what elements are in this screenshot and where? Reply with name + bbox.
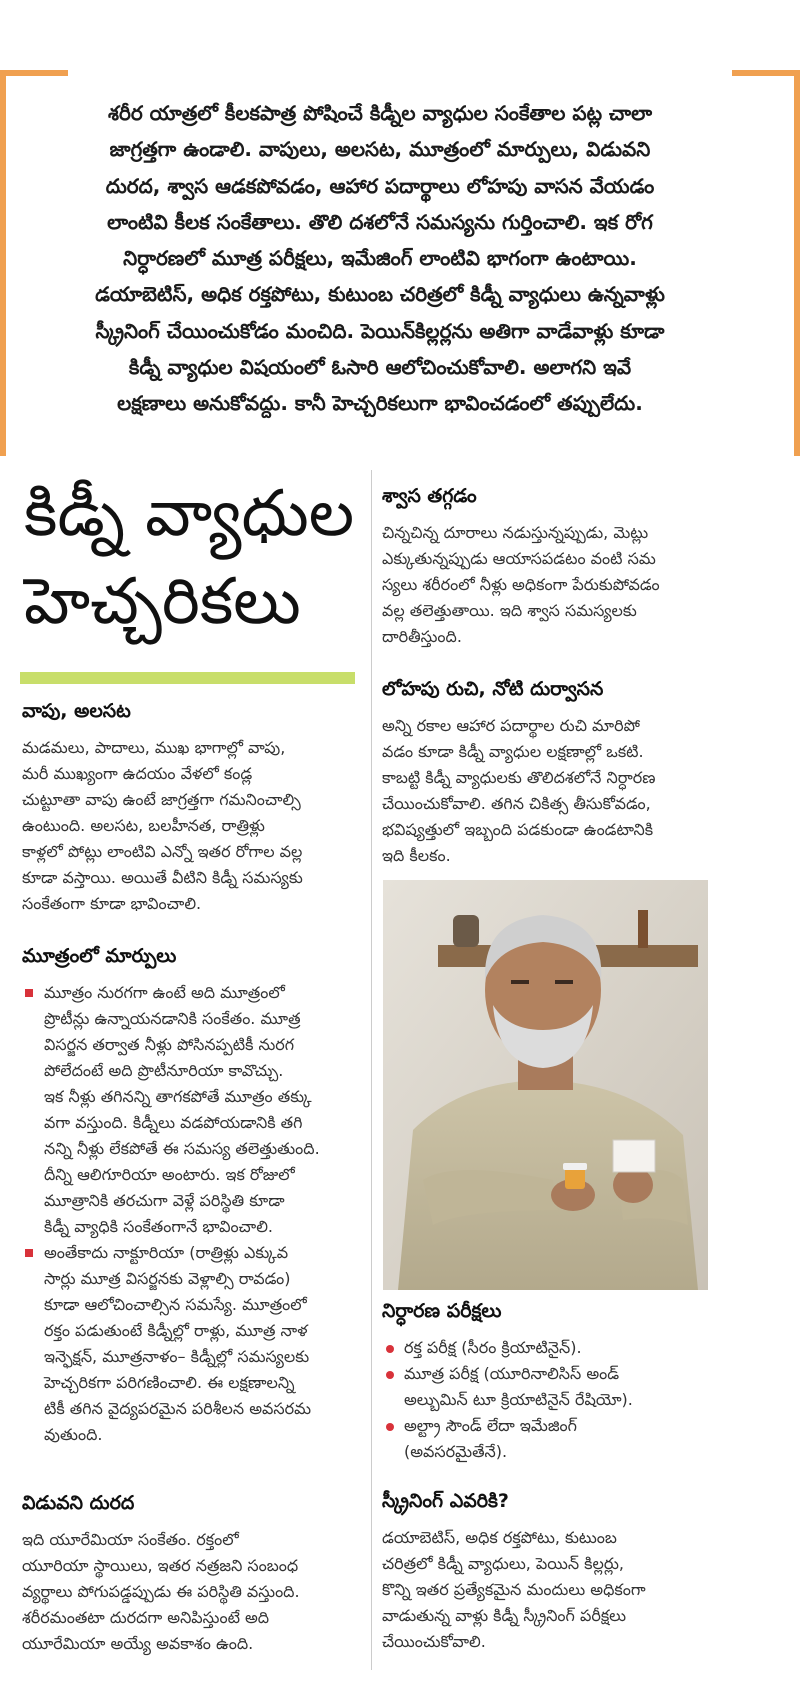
body-line: మడమలు, పాదాలు, ముఖ భాగాల్లో వాపు,	[22, 738, 286, 757]
body-line: వుతుంది.	[44, 1425, 103, 1444]
intro-line: శరీర యాత్రలో కీలకపాత్ర పోషించే కిడ్నీల వ్యాధుల సంకేతాల పట్ల చాలా	[107, 101, 653, 125]
body-line: చేయించుకోవాలి. తగిన చికిత్స తీసుకోవడం,	[382, 794, 651, 813]
list-item	[22, 1240, 367, 1448]
body-line: నన్ని నీళ్లు లేకపోతే ఈ సమస్య తలెత్తుతుంది.	[44, 1139, 320, 1158]
body-line: వడం కూడా కిడ్నీ వ్యాధుల లక్షణాల్లో ఒకటి.	[382, 742, 644, 761]
section-title: మూత్రంలో మార్పులు	[22, 945, 177, 967]
body-line: దారితీస్తుంది.	[382, 627, 462, 646]
body-line: యూరియా స్థాయిలు, ఇతర నత్రజని సంబంధ	[22, 1556, 299, 1575]
body-line: శరీరమంతటా దురదగా అనిపిస్తుంటే అది	[22, 1608, 270, 1627]
list-item	[22, 980, 367, 1240]
body-line: అల్బుమిన్ టూ క్రియాటినైన్ రేషియో).	[404, 1390, 633, 1409]
body-line: అన్ని రకాల ఆహార పదార్థాల రుచి మారిపో	[382, 716, 640, 735]
section-itch	[22, 1492, 362, 1657]
section-body	[382, 1525, 727, 1655]
intro-line: కిడ్నీ వ్యాధుల విషయంలో ఓసారి ఆలోచించుకోవాలి. అలాగని ఇవే	[128, 355, 632, 380]
body-line: చుట్టూతా వాపు ఉంటే జాగ్రత్తగా గమనించాల్సి	[22, 790, 301, 809]
section-body	[22, 1527, 362, 1657]
intro-line: స్క్రీనింగ్ చేయించుకోడం మంచిది. పెయిన్‌కిల్లర్లను అతిగా వాడేవాళ్లు కూడా	[95, 318, 665, 343]
section-metallic-taste	[382, 678, 722, 869]
body-line: ఉంటుంది. అలసట, బలహీనత, రాత్రిళ్లు	[22, 816, 265, 835]
headline-line: హెచ్చరికలు	[24, 565, 301, 639]
body-line: ఇక నీళ్లు తగినన్ని తాగకపోతే మూత్రం తక్కు	[44, 1087, 312, 1106]
body-line: కిడ్నీ వ్యాధికి సంకేతంగానే భావించాలి.	[44, 1217, 274, 1236]
body-line: ఇన్ఫెక్షన్, మూత్రనాళం– కిడ్నీల్లో సమస్యలకు	[44, 1347, 310, 1366]
body-line: ప్రొటీన్లు ఉన్నాయనడానికి సంకేతం. మూత్ర	[44, 1009, 301, 1028]
body-line: మరీ ముఖ్యంగా ఉదయం వేళలో కండ్ల	[22, 764, 253, 783]
section-screening	[382, 1490, 727, 1655]
column-divider	[371, 470, 372, 1670]
body-line: వ్యర్థాలు పోగుపడ్డప్పుడు ఈ పరిస్థితి వస్తుంది.	[22, 1582, 300, 1601]
body-line: ఎక్కుతున్నప్పుడు ఆయాసపడటం వంటి సమ	[382, 549, 656, 568]
section-breath	[382, 485, 722, 650]
body-line: కొన్ని ఇతర ప్రత్యేకమైన మందులు అధికంగా	[382, 1580, 646, 1599]
body-line: కూడా ఆలోచించాల్సిన సమస్యే. మూత్రంలో	[44, 1295, 307, 1314]
intro-line: జాగ్రత్తగా ఉండాలి. వాపులు, అలసట, మూత్రంలో మార్పులు, విడువని	[109, 137, 651, 162]
intro-line: డయాబెటిస్, అధిక రక్తపోటు, కుటుంబ చరిత్రలో కిడ్నీ వ్యాధులు ఉన్నవాళ్లు	[95, 282, 665, 307]
urine-bullet-list	[22, 980, 367, 1448]
section-diagnostic-tests	[382, 1300, 727, 1465]
body-line: అల్ట్రా సౌండ్ లేదా ఇమేజింగ్	[404, 1416, 577, 1435]
intro-line: దురద, శ్వాస ఆడకపోవడం, ఆహార పదార్థాలు లోహపు వాసన వేయడం	[105, 173, 655, 198]
body-line: చేయించుకోవాలి.	[382, 1632, 486, 1651]
section-title: విడువని దురద	[22, 1492, 135, 1514]
section-body	[22, 735, 362, 917]
body-line: వాడుతున్న వాళ్లు కిడ్నీ స్క్రీనింగ్ పరీక్షలు	[382, 1606, 627, 1625]
section-title: వాపు, అలసట	[22, 700, 131, 722]
headline-line: కిడ్నీ వ్యాధుల	[24, 477, 355, 551]
body-line: కూడా వస్తాయి. అయితే వీటిని కిడ్నీ సమస్యకు	[22, 868, 303, 887]
section-title: స్క్రీనింగ్ ఎవరికి?	[382, 1490, 509, 1512]
body-line: రక్తం పడుతుంటే కిడ్నీల్లో రాళ్లు, మూత్ర నాళ	[44, 1321, 308, 1340]
body-line: భవిష్యత్తులో ఇబ్బంది పడకుండా ఉండటానికి	[382, 820, 654, 839]
orange-corner-bracket-right	[732, 70, 800, 456]
intro-paragraph	[30, 95, 730, 422]
body-line: సంకేతంగా కూడా భావించాలి.	[22, 894, 202, 913]
section-swelling	[22, 700, 362, 917]
body-line: (అవసరమైతేనే).	[404, 1442, 508, 1461]
section-body	[382, 713, 722, 869]
headline-underline	[20, 672, 355, 684]
list-item	[382, 1361, 727, 1413]
body-line: దీన్ని ఆలిగూరియా అంటారు. ఇక రోజులో	[44, 1165, 295, 1184]
body-line: డయాబెటిస్, అధిక రక్తపోటు, కుటుంబ	[382, 1528, 617, 1547]
body-line: వగా వస్తుంది. కిడ్నీలు వడపోయడానికి తగి	[44, 1113, 303, 1132]
body-line: కాళ్లలో పోట్లు లాంటివి ఎన్నో ఇతర రోగాల వల్ల	[22, 842, 303, 861]
section-title: శ్వాస తగ్గడం	[382, 485, 477, 507]
body-line: కాబట్టి కిడ్నీ వ్యాధులకు తొలిదశలోనే నిర్ధారణ	[382, 768, 656, 787]
body-line: విసర్జన తర్వాత నీళ్లు పోసినప్పటికీ నురగ	[44, 1035, 295, 1054]
body-line: స్యలు శరీరంలో నీళ్లు అధికంగా పేరుకుపోవడం	[382, 575, 660, 594]
section-urine-changes	[22, 945, 367, 1448]
body-line: మూత్రానికి తరచుగా వెళ్లే పరిస్థితి కూడా	[44, 1191, 285, 1210]
section-title: లోహపు రుచి, నోటి దుర్వాసన	[382, 678, 604, 700]
body-line: వల్ల తలెత్తుతాయి. ఇది శ్వాస సమస్యలకు	[382, 601, 637, 620]
body-line: అంతేకాదు నాక్టూరియా (రాత్రిళ్లు ఎక్కువ	[44, 1243, 289, 1262]
body-line: చరిత్రలో కిడ్నీ వ్యాధులు, పెయిన్ కిల్లర్లు,	[382, 1554, 624, 1573]
man-reading-medicine-photo	[383, 880, 708, 1290]
tests-bullet-list	[382, 1335, 727, 1465]
section-title: నిర్ధారణ పరీక్షలు	[382, 1300, 502, 1322]
body-line: చిన్నచిన్న దూరాలు నడుస్తున్నప్పుడు, మెట్లు	[382, 523, 649, 542]
body-line: రక్త పరీక్ష (సీరం క్రియాటినైన్).	[404, 1338, 582, 1357]
body-line: హెచ్చరికగా పరిగణించాలి. ఈ లక్షణాలన్ని	[44, 1373, 295, 1392]
section-body	[382, 520, 722, 650]
body-line: మూత్రం నురగగా ఉంటే అది మూత్రంలో	[44, 983, 285, 1002]
intro-line: లక్షణాలు అనుకోవద్దు. కానీ హెచ్చరికలుగా భావించడంలో తప్పులేదు.	[117, 391, 643, 416]
body-line: మూత్ర పరీక్ష (యూరినాలిసిస్ అండ్	[404, 1364, 620, 1383]
list-item	[382, 1413, 727, 1465]
body-line: టికీ తగిన వైద్యపరమైన పరిశీలన అవసరమ	[44, 1399, 312, 1418]
intro-line: నిర్ధారణలో మూత్ర పరీక్షలు, ఇమేజింగ్ లాంటివి భాగంగా ఉంటాయి.	[123, 246, 637, 271]
body-line: ఇది కీలకం.	[382, 846, 451, 865]
body-line: ఇది యూరేమియా సంకేతం. రక్తంలో	[22, 1530, 239, 1549]
article-headline	[24, 470, 364, 646]
list-item	[382, 1335, 727, 1361]
body-line: సార్లు మూత్ర విసర్జనకు వెళ్లాల్సి రావడం)	[44, 1269, 291, 1288]
body-line: పోలేదంటే అది ప్రొటీనూరియా కావొచ్చు.	[44, 1061, 284, 1080]
body-line: యూరేమియా అయ్యే అవకాశం ఉంది.	[22, 1634, 254, 1653]
intro-line: లాంటివి కీలక సంకేతాలు. తొలి దశలోనే సమస్యను గుర్తించాలి. ఇక రోగ	[107, 209, 653, 234]
